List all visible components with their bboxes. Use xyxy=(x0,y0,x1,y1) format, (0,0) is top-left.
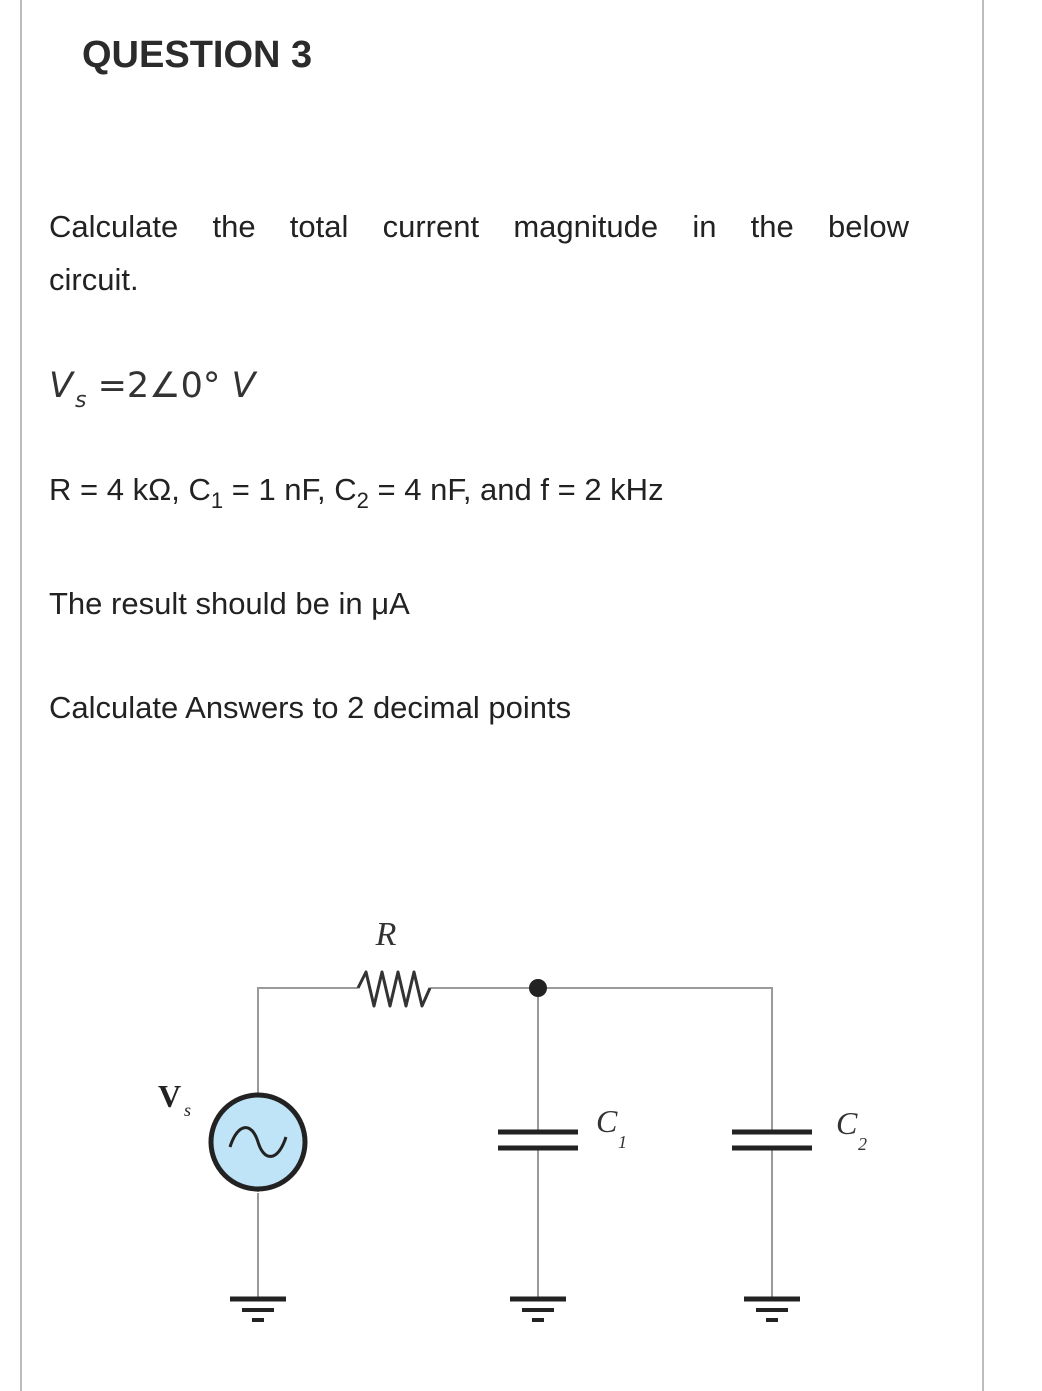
params-c2-sub: 2 xyxy=(356,488,369,513)
source-phase: 0° xyxy=(180,366,221,406)
prompt-line-2: circuit. xyxy=(49,262,139,297)
source-label: V xyxy=(158,1078,182,1114)
params-c1-sub: 1 xyxy=(210,488,224,513)
capacitor-c2-symbol xyxy=(732,1132,812,1148)
decimal-instruction: Calculate Answers to 2 decimal points xyxy=(49,690,572,725)
source-unit: V xyxy=(231,366,256,406)
angle-symbol: ∠ xyxy=(149,366,181,406)
c2-label-sub: 2 xyxy=(858,1134,867,1154)
resistor-label: R xyxy=(375,916,397,953)
c2-label: C xyxy=(836,1105,858,1141)
c1-label: C xyxy=(596,1103,618,1139)
params-r: R = 4 kΩ, C xyxy=(49,472,211,507)
ground-icon xyxy=(510,1299,566,1320)
ground-icon xyxy=(230,1299,286,1320)
junction-dot xyxy=(529,979,547,997)
circuit-diagram xyxy=(140,900,900,1360)
source-symbol: V xyxy=(49,366,73,406)
params-c2: = 4 nF, and f = 2 kHz xyxy=(368,472,664,507)
resistor-symbol xyxy=(358,972,430,1006)
c1-label-sub: 1 xyxy=(618,1132,627,1152)
source-subscript: s xyxy=(74,388,87,413)
ground-icon xyxy=(744,1299,800,1320)
prompt-line-1: Calculate the total current magnitude in the below xyxy=(49,209,909,244)
unit-instruction: The result should be in μA xyxy=(49,586,410,621)
equals-sign: = xyxy=(97,366,127,406)
capacitor-c1-symbol xyxy=(498,1132,578,1148)
params-c1: = 1 nF, C xyxy=(223,472,357,507)
wire-top-right xyxy=(430,988,772,1299)
question-prompt xyxy=(49,200,909,306)
source-magnitude: 2 xyxy=(126,366,150,406)
question-heading: QUESTION 3 xyxy=(82,34,313,76)
source-voltage-equation xyxy=(49,366,256,413)
component-values xyxy=(49,472,664,513)
source-label-sub: s xyxy=(184,1100,192,1120)
